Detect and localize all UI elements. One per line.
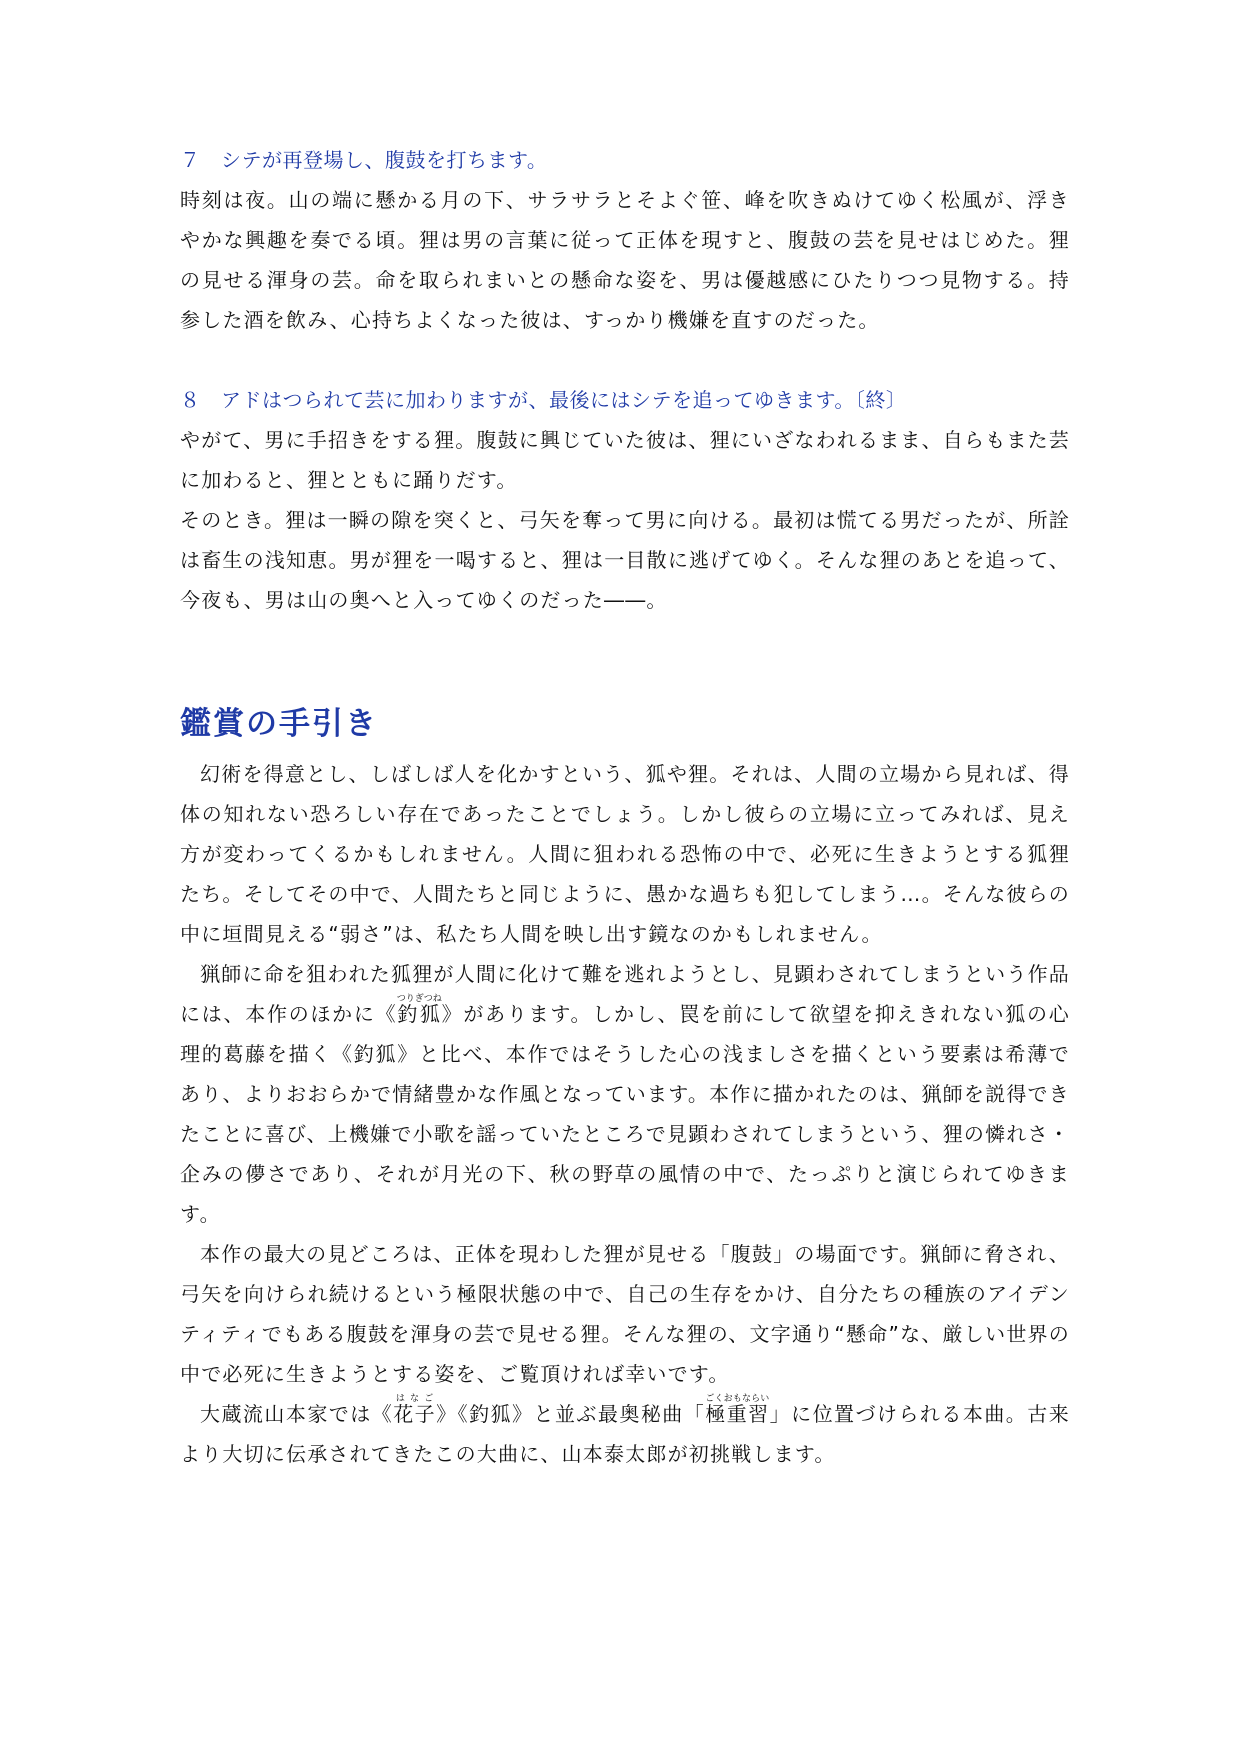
ruby-tsurigitsune: 釣狐つりぎつね — [396, 994, 442, 1026]
section-7-heading: ７ シテが再登場し、腹鼓を打ちます。 — [180, 148, 548, 172]
section-8-paragraph-2: そのとき。狸は一瞬の隙を突くと、弓矢を奪って男に向ける。最初は慌てる男だったが、所詮は畜生の浅知恵。男が狸を一喝すると、狸は一目散に逃げてゆく。そんな狸のあとを追って、今夜も、男は山の奥へと入ってゆくのだった――。 — [180, 508, 1070, 612]
document-page — [180, 140, 1070, 1474]
ruby-gokuomonarai: 極重習ごくおもならい — [705, 1394, 770, 1426]
ruby-hanago: 花子はなご — [393, 1394, 437, 1426]
section-7-paragraph: 時刻は夜。山の端に懸かる月の下、サラサラとそよぐ笹、峰を吹きぬけてゆく松風が、浮きやかな興趣を奏でる頃。狸は男の言葉に従って正体を現すと、腹鼓の芸を見せはじめた。狸の見せる渾身の芸。命を取られまいとの懸命な姿を、男は優越感にひたりつつ見物する。持参した酒を飲み、心持ちよくなった彼は、すっかり機嫌を直すのだった。 — [180, 188, 1070, 332]
guide-paragraph-2: 猟師に命を狙われた狐狸が人間に化けて難を逃れようとし、見顕わされてしまうという作品には、本作のほかに《釣狐つりぎつね》があります。しかし、罠を前にして欲望を抑えきれない狐の心理的葛藤を描く《釣狐》と比べ、本作ではそうした心の浅ましさを描くという要素は希薄であり、よりおおらかで情緒豊かな作風となっています。本作に描かれたのは、猟師を説得できたことに喜び、上機嫌で小歌を謡っていたところで見顕わされてしまうという、狸の憐れさ・企みの儚さであり、それが月光の下、秋の野草の風情の中で、たっぷりと演じられてゆきます。 — [180, 962, 1070, 1226]
spacer — [180, 620, 1070, 698]
section-8-heading: ８ アドはつられて芸に加わりますが、最後にはシテを追ってゆきます。〔終〕 — [180, 388, 907, 412]
guide-paragraph-3: 本作の最大の見どころは、正体を現わした狸が見せる「腹鼓」の場面です。猟師に脅され、弓矢を向けられ続けるという極限状態の中で、自己の生存をかけ、自分たちの種族のアイデンティティでもある腹鼓を渾身の芸で見せる狸。そんな狸の、文字通り“懸命”な、厳しい世界の中で必死に生きようとする姿を、ご覧頂ければ幸いです。 — [180, 1242, 1070, 1386]
guide-paragraph-4: 大蔵流山本家では《花子はなご》《釣狐》と並ぶ最奥秘曲「極重習ごくおもならい」に位置づけられる本曲。古来より大切に伝承されてきたこの大曲に、山本泰太郎が初挑戦します。 — [180, 1394, 1070, 1466]
section-8-paragraph-1: やがて、男に手招きをする狸。腹鼓に興じていた彼は、狸にいざなわれるまま、自らもまた芸に加わると、狸とともに踊りだす。 — [180, 428, 1070, 492]
guide-paragraph-1: 幻術を得意とし、しばしば人を化かすという、狐や狸。それは、人間の立場から見れば、得体の知れない恐ろしい存在であったことでしょう。しかし彼らの立場に立ってみれば、見え方が変わってくるかもしれません。人間に狙われる恐怖の中で、必死に生きようとする狐狸たち。そしてその中で、人間たちと同じように、愚かな過ちも犯してしまう…。そんな彼らの中に垣間見える“弱さ”は、私たち人間を映し出す鏡なのかもしれません。 — [180, 762, 1070, 946]
spacer — [180, 340, 1070, 380]
guide-title: 鑑賞の手引き — [180, 706, 378, 742]
